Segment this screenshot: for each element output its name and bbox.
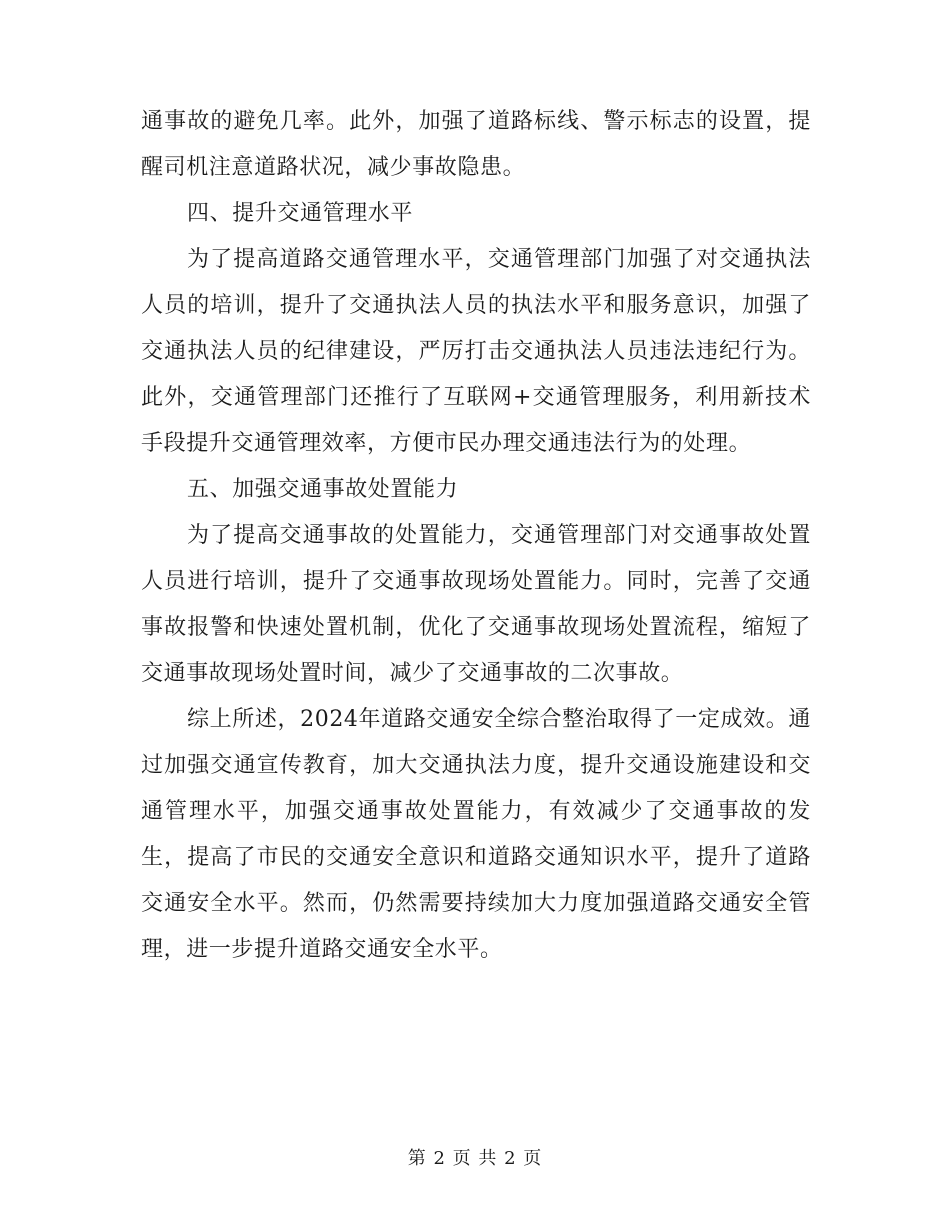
document-body (141, 99, 811, 973)
section-heading-4: 四、提升交通管理水平 (187, 201, 414, 226)
paragraph-summary: 综上所述，2024年道路交通安全综合整治取得了一定成效。通过加强交通宣传教育，加大交通执法力度，提升交通设施建设和交通管理水平，加强交通事故处置能力，有效减少了交通事故的发生，提高了市民的交通安全意识和道路交通知识水平，提升了道路交通安全水平。然而，仍然需要持续加大力度加强道路交通安全管理，进一步提升道路交通安全水平。 (141, 707, 811, 962)
paragraph-continuation: 通事故的避免几率。此外，加强了道路标线、警示标志的设置，提醒司机注意道路状况，减少事故隐患。 (141, 109, 811, 180)
paragraph-management: 为了提高道路交通管理水平，交通管理部门加强了对交通执法人员的培训，提升了交通执法人员的执法水平和服务意识，加强了交通执法人员的纪律建设，严厉打击交通执法人员违法违纪行为。此外，交通管理部门还推行了互联网+交通管理服务，利用新技术手段提升交通管理效率，方便市民办理交通违法行为的处理。 (141, 247, 811, 456)
page-footer: 第 2 页 共 2 页 (407, 1148, 543, 1169)
paragraph-accident-handling: 为了提高交通事故的处置能力，交通管理部门对交通事故处置人员进行培训，提升了交通事故现场处置能力。同时，完善了交通事故报警和快速处置机制，优化了交通事故现场处置流程，缩短了交通事故现场处置时间，减少了交通事故的二次事故。 (141, 523, 811, 686)
section-heading-5: 五、加强交通事故处置能力 (187, 477, 459, 502)
